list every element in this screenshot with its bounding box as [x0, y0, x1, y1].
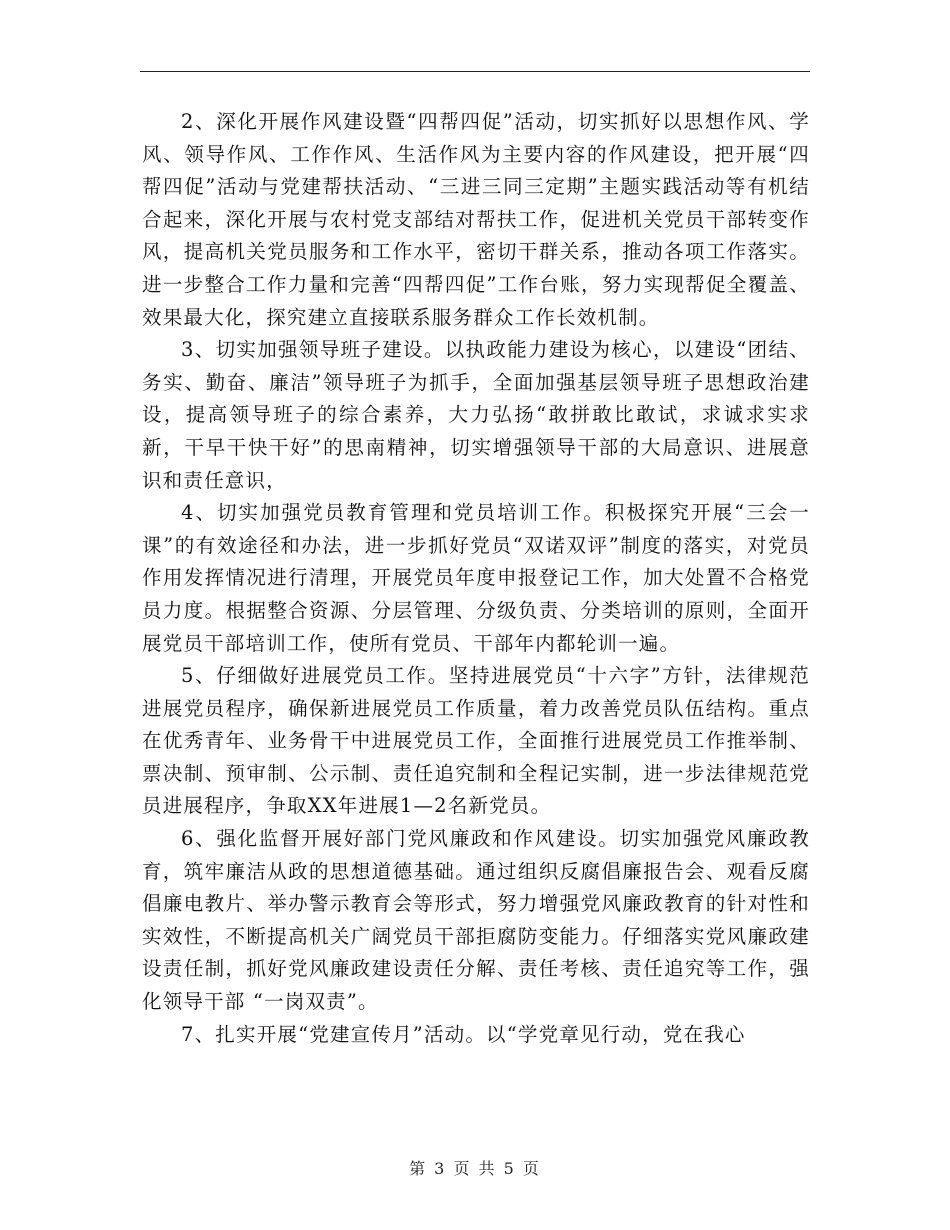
paragraph-6: 6、强化监督开展好部门党风廉政和作风建设。切实加强党风廉政教育，筑牢廉洁从政的思想道德基础。通过组织反腐倡廉报告会、观看反腐倡廉电教片、举办警示教育会等形式，努力增强党风廉政教育的针对性和实效性，不断提高机关广阔党员干部拒腐防变能力。仔细落实党风廉政建设责任制，抓好党风廉政建设责任分解、责任考核、责任追究等工作，强化领导干部 “一岗双责”。 — [142, 827, 810, 1014]
page-number-footer: 第 3 页 共 5 页 — [409, 1159, 541, 1178]
document-body — [142, 106, 810, 1051]
header-rule — [140, 71, 810, 72]
paragraph-5: 5、仔细做好进展党员工作。坚持进展党员“十六字”方针，法律规范进展党员程序，确保新进展党员工作质量，着力改善党员队伍结构。重点在优秀青年、业务骨干中进展党员工作，全面推行进展党员工作推举制、票决制、预审制、公示制、责任追究制和全程记实制，进一步法律规范党员进展程序，争取XX年进展1—2名新党员。 — [142, 664, 810, 818]
paragraph-4: 4、切实加强党员教育管理和党员培训工作。积极探究开展“三会一课”的有效途径和办法，进一步抓好党员“双诺双评”制度的落实，对党员作用发挥情况进行清理，开展党员年度申报登记工作，加大处置不合格党员力度。根据整合资源、分层管理、分级负责、分类培训的原则，全面开展党员干部培训工作，使所有党员、干部年内都轮训一遍。 — [142, 501, 810, 655]
paragraph-7: 7、扎实开展“党建宣传月”活动。以“学党章见行动，党在我心 — [181, 1022, 746, 1046]
paragraph-2: 2、深化开展作风建设暨“四帮四促”活动，切实抓好以思想作风、学风、领导作风、工作作风、生活作风为主要内容的作风建设，把开展“四帮四促”活动与党建帮扶活动、“三进三同三定期”主题实践活动等有机结合起来，深化开展与农村党支部结对帮扶工作，促进机关党员干部转变作风，提高机关党员服务和工作水平，密切干群关系，推动各项工作落实。进一步整合工作力量和完善“四帮四促”工作台账，努力实现帮促全覆盖、效果最大化，探究建立直接联系服务群众工作长效机制。 — [142, 110, 810, 329]
paragraph-3: 3、切实加强领导班子建设。以执政能力建设为核心，以建设“团结、务实、勤奋、廉洁”领导班子为抓手，全面加强基层领导班子思想政治建设，提高领导班子的综合素养，大力弘扬“敢拼敢比敢试，求诚求实求新，干早干快干好”的思南精神，切实增强领导干部的大局意识、进展意识和责任意识， — [142, 338, 810, 492]
